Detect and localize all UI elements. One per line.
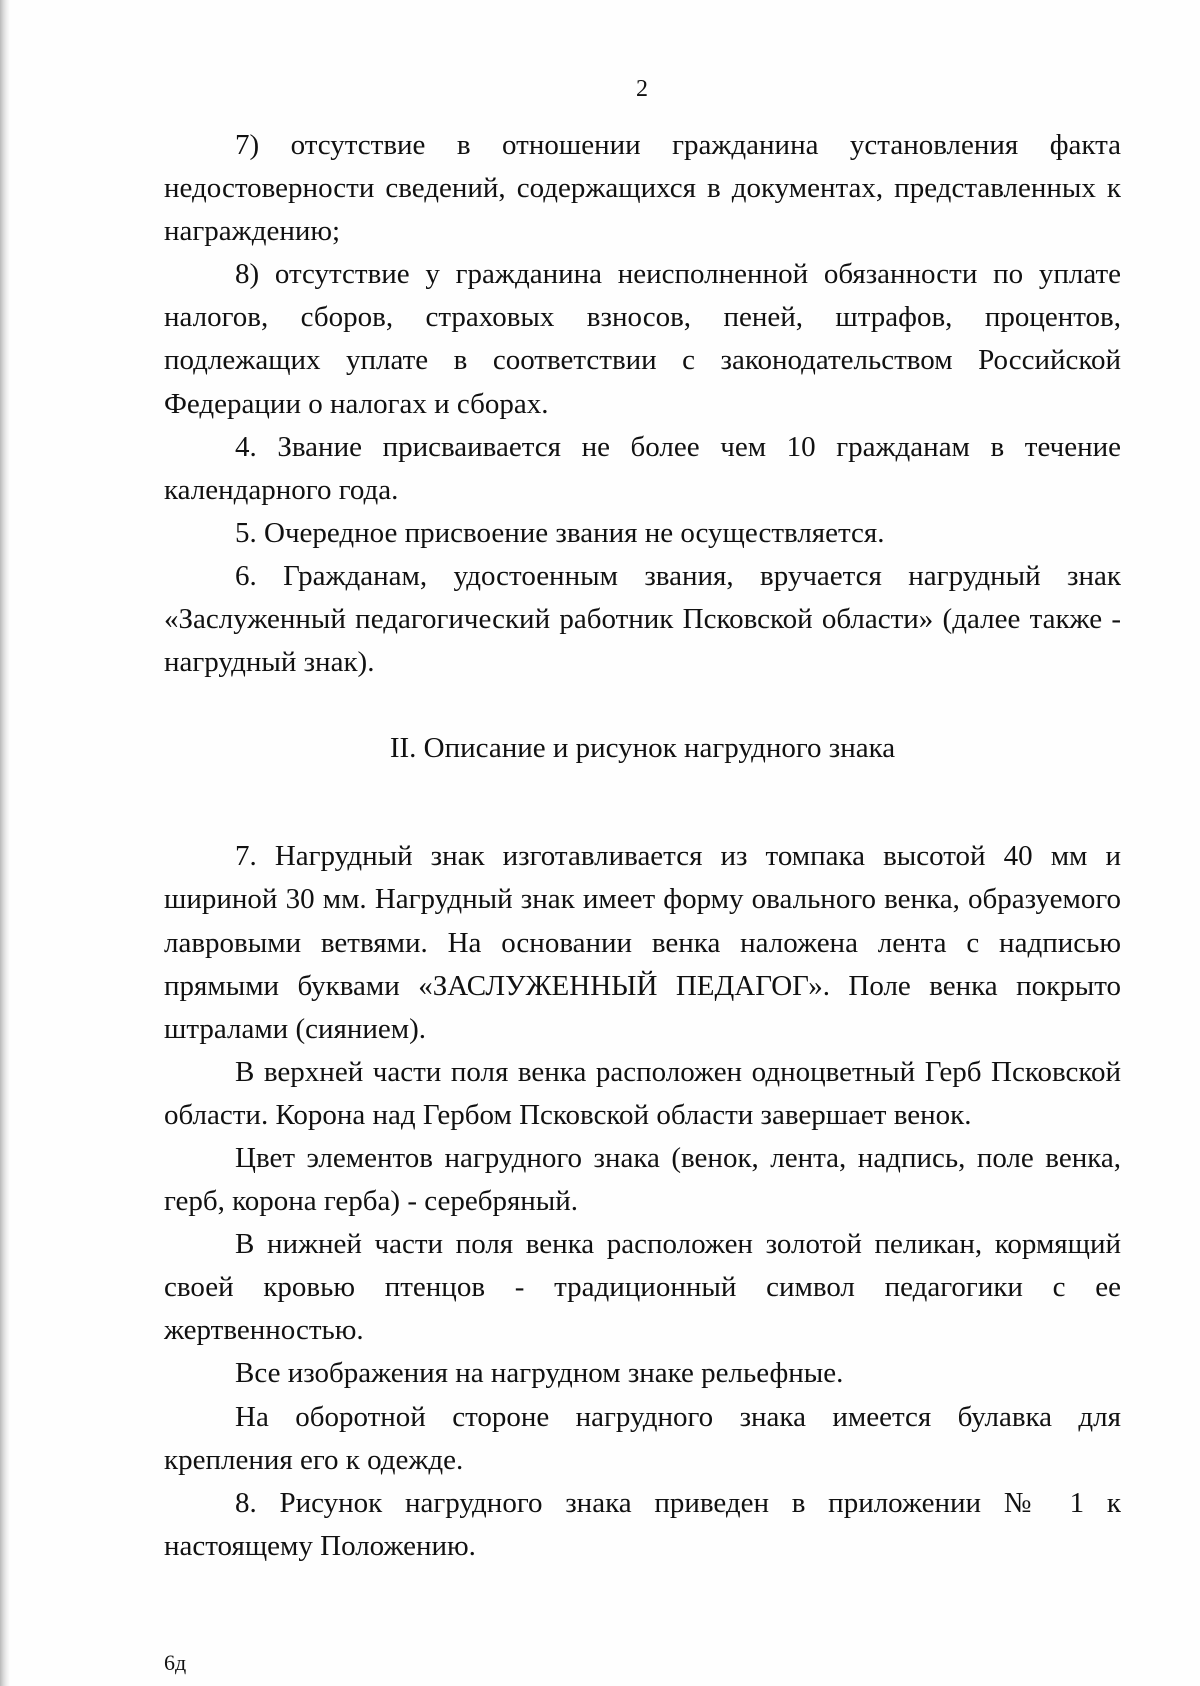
scan-edge-shadow (0, 0, 10, 1686)
paragraph-relief: Все изображения на нагрудном знаке рельефные. (235, 1357, 844, 1390)
footer-code: 6д (164, 1650, 187, 1675)
paragraph-pelican: В нижней части поля венка расположен золотой пеликан, кормящий своей кровью птенцов - традиционный символ педагогики с ее жертвенностью. (164, 1228, 1121, 1347)
paragraph-coat-of-arms: В верхней части поля венка расположен одноцветный Герб Псковской области. Корона над Гербом Псковской области завершает венок. (164, 1055, 1121, 1131)
document-body (164, 124, 1121, 1568)
paragraph-pin: На оборотной стороне нагрудного знака имеется булавка для крепления его к одежде. (164, 1400, 1121, 1476)
section-heading: II. Описание и рисунок нагрудного знака (389, 732, 896, 765)
paragraph-color: Цвет элементов нагрудного знака (венок, лента, надпись, поле венка, герб, корона герба) - серебряный. (164, 1141, 1121, 1218)
paragraph-item-8-condition: 8) отсутствие у гражданина неисполненной обязанности по уплате налогов, сборов, страховых взносов, пеней, штрафов, процентов, подлежащих уплате в соответствии с законодательством Российской Федерации о налогах и сборах. (164, 258, 1121, 420)
page-number: 2 (636, 76, 648, 102)
paragraph-item-7-condition: 7) отсутствие в отношении гражданина установления факта недостоверности сведений, содержащихся в документах, представленных к награждению; (164, 129, 1121, 248)
paragraph-clause-8: 8. Рисунок нагрудного знака приведен в приложении № 1 к настоящему Положению. (164, 1486, 1121, 1562)
paragraph-clause-4: 4. Звание присваивается не более чем 10 гражданам в течение календарного года. (164, 430, 1121, 506)
paragraph-clause-7: 7. Нагрудный знак изготавливается из томпака высотой 40 мм и шириной 30 мм. Нагрудный знак имеет форму овального венка, образуемого лавровыми ветвями. На основании венка наложена лента с надписью прямыми буквами «ЗАСЛУЖЕННЫЙ ПЕДАГОГ». Поле венка покрыто штралами (сиянием). (164, 840, 1121, 1045)
paragraph-clause-5: 5. Очередное присвоение звания не осуществляется. (235, 516, 885, 549)
paragraph-clause-6: 6. Гражданам, удостоенным звания, вручается нагрудный знак «Заслуженный педагогический работник Псковской области» (далее также - нагрудный знак). (164, 559, 1121, 679)
